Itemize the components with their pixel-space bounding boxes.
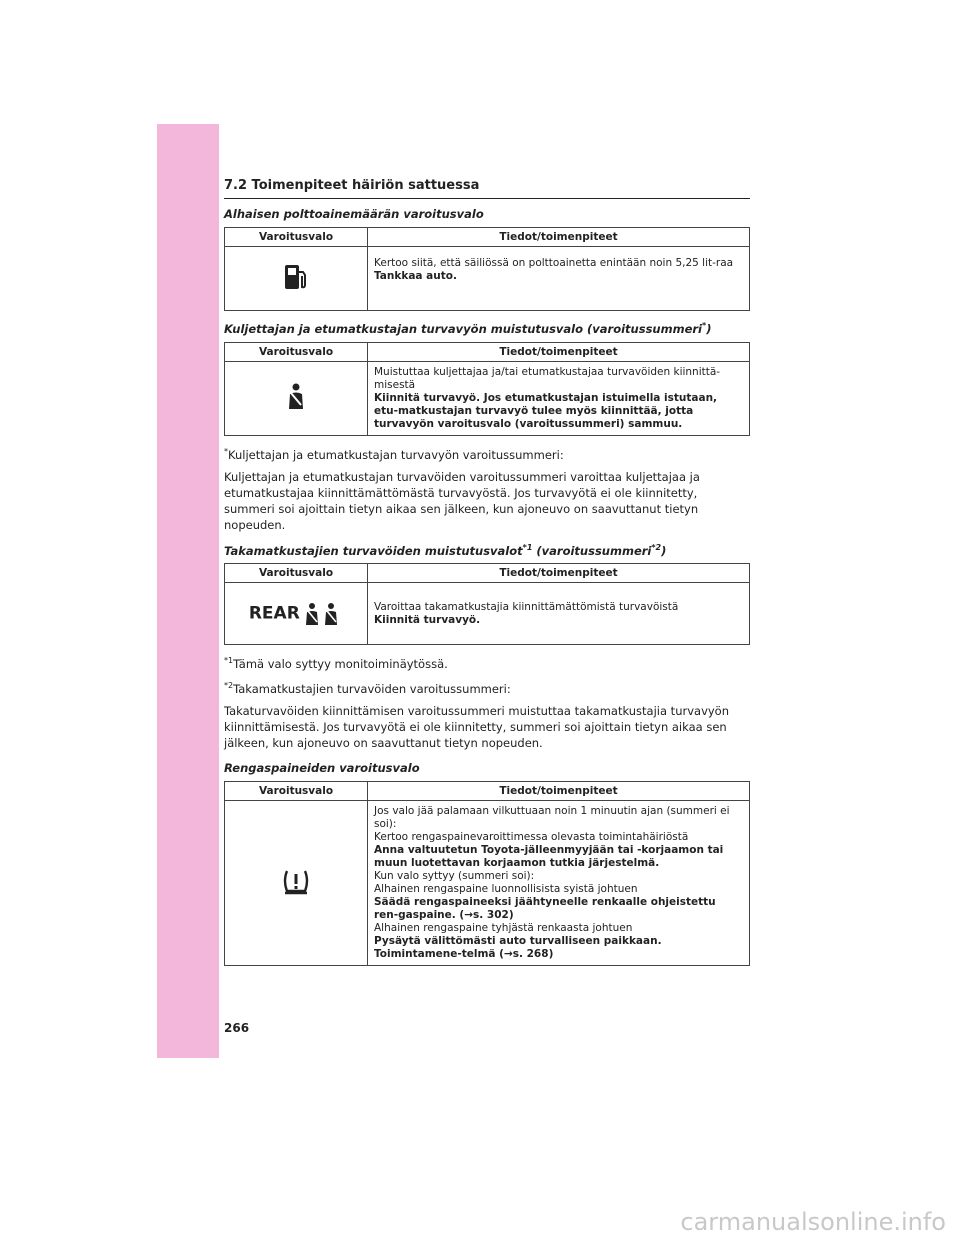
fuel-table — [224, 227, 750, 311]
seatbelt-icon — [284, 382, 308, 410]
rear-seatbelt-icon — [303, 602, 343, 626]
col-header-light: Varoitusvalo — [225, 564, 368, 583]
seatbelt-heading-text: Kuljettajan ja etumatkustajan turvavyön muistutusvalo (varoitussummeri — [224, 321, 702, 336]
seatbelt-heading-end: ) — [706, 321, 712, 336]
rear-note1 — [224, 653, 750, 672]
rear-text: Varoittaa takamatkustajia kiinnittämättömistä turvavöistä — [374, 600, 679, 613]
tire-line6-text: Säädä rengaspaineeksi jäähtyneelle renkaalle ohjeistettu ren-gaspaine. ( — [374, 896, 716, 922]
rear-heading-mid: (varoitussummeri — [532, 543, 652, 558]
seatbelt-note-title — [224, 444, 750, 463]
fuel-action: Tankkaa auto. — [374, 270, 457, 282]
rear-heading-sup1: *1 — [522, 542, 533, 552]
tire-line8 — [374, 935, 743, 961]
seatbelt-note-title-text: Kuljettajan ja etumatkustajan turvavyön varoitussummeri: — [228, 447, 564, 462]
rear-note2-title: Takamatkustajien turvavöiden varoitussummeri: — [233, 682, 511, 697]
tire-line4: Kun valo syttyy (summeri soi): — [374, 870, 535, 883]
tire-line2: Kertoo rengaspainevaroittimessa olevasta toimintahäiriöstä — [374, 831, 689, 844]
seatbelt-table — [224, 342, 750, 436]
rear-note1-text: Tämä valo syttyy monitoiminäytössä. — [233, 657, 448, 672]
fuel-heading: Alhaisen polttoainemäärän varoitusvalo — [224, 207, 484, 221]
tire-heading: Rengaspaineiden varoitusvalo — [224, 761, 420, 776]
col-header-info: Tiedot/toimenpiteet — [368, 782, 750, 801]
tire-page-link-302[interactable]: →s. 302 — [464, 909, 509, 922]
seatbelt-icon-cell — [225, 361, 368, 435]
fuel-icon-cell — [225, 247, 368, 311]
col-header-info: Tiedot/toimenpiteet — [368, 342, 750, 361]
tire-page-link-268[interactable]: →s. 268 — [503, 948, 549, 961]
watermark: carmanualsonline.info — [680, 1208, 946, 1236]
tire-line8-text: Pysäytä välittömästi auto turvalliseen paikkaan. Toimintamene-telmä ( — [374, 935, 662, 961]
rear-info — [368, 583, 750, 645]
rear-heading-text: Takamatkustajien turvavöiden muistutusvalot — [224, 543, 523, 558]
tire-line3: Anna valtuutetun Toyota-jälleenmyyjään tai -korjaamon tai muun luotettavan korjaamon tutkia järjestelmä. — [374, 844, 724, 870]
tire-table — [224, 781, 750, 966]
rear-action: Kiinnitä turvavyö. — [374, 613, 481, 626]
seatbelt-action: Kiinnitä turvavyö. Jos etumatkustajan istuimella istutaan, etu-matkustajan turvavyö tulee myös kiinnittää, jotta turvavyön varoitusvalo (varoitussummeri) sammuu. — [374, 391, 718, 430]
col-header-light: Varoitusvalo — [225, 782, 368, 801]
tire-pressure-icon — [281, 867, 311, 895]
seatbelt-info — [368, 361, 750, 435]
seatbelt-heading-sup: * — [702, 321, 707, 330]
rear-note2-text: Takaturvavöiden kiinnittämisen varoitussummeri muistuttaa takamatkustajia turvavyön kiinnittämisestä. Jos turvavyötä ei ole kiinnitetty, summeri soi ajoittain tietyn aikaa sen jälkeen, kun ajoneuvo on saavuttanut tietyn nopeuden. — [224, 704, 730, 751]
tire-info — [368, 801, 750, 966]
col-header-info: Tiedot/toimenpiteet — [368, 228, 750, 247]
section-header: 7.2 Toimenpiteet häiriön sattuessa — [224, 178, 750, 199]
chapter-tab — [157, 124, 219, 1058]
col-header-light: Varoitusvalo — [225, 342, 368, 361]
fuel-pump-icon — [282, 262, 310, 292]
fuel-info — [368, 247, 750, 311]
rear-heading — [224, 543, 750, 558]
rear-note1-sup: *1 — [224, 656, 234, 666]
tire-line6 — [374, 896, 743, 922]
seatbelt-note-sup: * — [224, 446, 228, 456]
rear-heading-end: ) — [661, 543, 667, 558]
tire-icon-cell — [225, 801, 368, 966]
rear-icon-cell — [225, 583, 368, 645]
tire-line6-end: ) — [508, 909, 514, 922]
seatbelt-note-text: Kuljettajan ja etumatkustajan turvavöiden varoitussummeri varoittaa kuljettajaa ja etumatkustajaa kiinnittämättömästä turvavyöstä. Jos turvavyötä ei ole kiinnitetty, summeri soi ajoittain tietyn aikaa sen jälkeen, kun ajoneuvo on saavuttanut tietyn nopeuden. — [224, 469, 700, 532]
rear-table — [224, 563, 750, 645]
fuel-text: Kertoo siitä, että säiliössä on polttoainetta enintään noin 5,25 lit-raa — [374, 257, 734, 269]
tire-line7: Alhainen rengaspaine tyhjästä renkaasta johtuen — [374, 922, 633, 935]
page-content — [224, 178, 750, 966]
col-header-info: Tiedot/toimenpiteet — [368, 564, 750, 583]
col-header-light: Varoitusvalo — [225, 228, 368, 247]
tire-line5: Alhainen rengaspaine luonnollisista syistä johtuen — [374, 883, 638, 896]
seatbelt-text: Muistuttaa kuljettajaa ja/tai etumatkustajaa turvavöiden kiinnittä-misestä — [374, 365, 721, 391]
seatbelt-heading — [224, 321, 750, 336]
tire-line8-end: ) — [548, 948, 554, 961]
page-number: 266 — [224, 1021, 250, 1035]
rear-heading-sup2: *2 — [651, 542, 662, 552]
rear-note2-sup: *2 — [224, 681, 234, 691]
rear-note2 — [224, 678, 750, 697]
tire-line1: Jos valo jää palamaan vilkuttuaan noin 1 minuutin ajan (summeri ei soi): — [374, 805, 730, 831]
rear-label: REAR — [248, 603, 300, 624]
